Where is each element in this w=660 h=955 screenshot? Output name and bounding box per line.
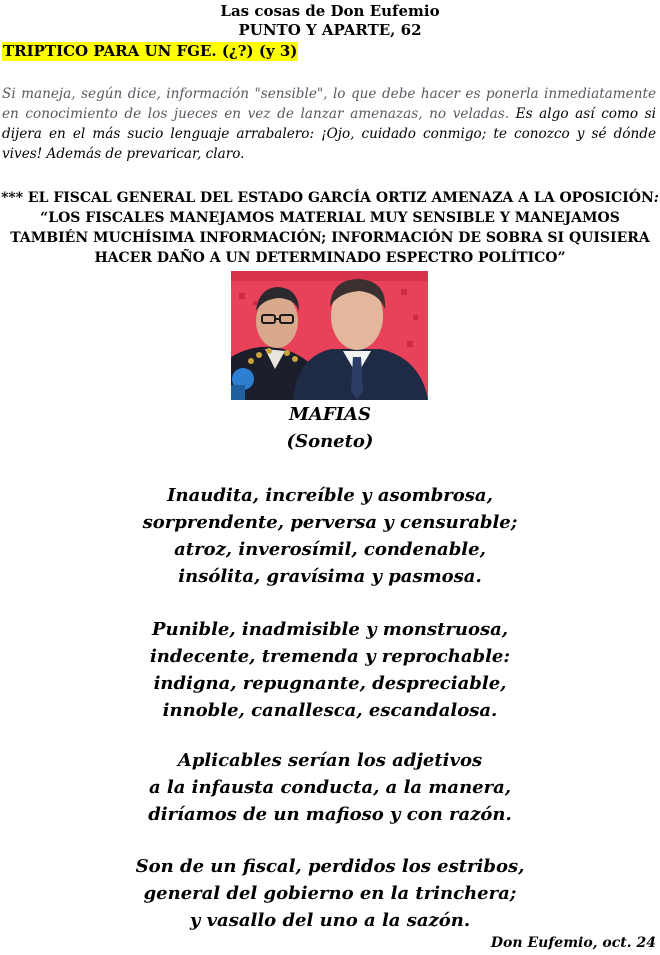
- poem-line: indigna, repugnante, despreciable,: [153, 673, 507, 694]
- poem-line: sorprendente, perversa y censurable;: [142, 512, 518, 533]
- stanza-4: [0, 853, 660, 934]
- quote-body: “LOS FISCALES MANEJAMOS MATERIAL MUY SENSIBLE Y MANEJAMOS TAMBIÉN MUCHÍSIMA INFORMACIÓN; INFORMACIÓN DE SOBRA SI QUISIERA HACER DAÑO A UN DETERMINADO ESPECTRO POLÍTICO”: [10, 210, 650, 266]
- intro-part-2: Es algo así como si dijera en el más sucio lenguaje arrabalero: ¡Ojo, cuidado conmigo; te conozco y sé dónde vives! Además de prevaricar, claro.: [2, 106, 657, 162]
- news-photo: [231, 271, 428, 400]
- header-line-2: PUNTO Y APARTE, 62: [238, 21, 422, 39]
- poem-title-text: MAFIAS: [288, 404, 372, 425]
- poem-line: Punible, inadmisible y monstruosa,: [151, 619, 509, 640]
- poem-line: general del gobierno en la trinchera;: [143, 883, 517, 904]
- article-title: TRIPTICO PARA UN FGE. (¿?) (y 3): [3, 42, 298, 60]
- poem-subtitle: (Soneto): [286, 431, 374, 452]
- signature: Don Eufemio, oct. 24: [490, 935, 656, 951]
- poem-line: a la infausta conducta, a la manera,: [148, 777, 512, 798]
- header-line-1: Las cosas de Don Eufemio: [220, 2, 440, 20]
- poem-title: [0, 401, 660, 455]
- intro-part-1: Si maneja, según dice, información "sensible", lo que debe hacer es ponerla inmediatamente en conocimiento de los jueces en vez de lanzar amenazas, no veladas.: [2, 86, 656, 122]
- poem-line: Aplicables serían los adjetivos: [177, 750, 483, 771]
- poem-line: innoble, canallesca, escandalosa.: [162, 700, 498, 721]
- poem-line: Inaudita, increíble y asombrosa,: [167, 485, 493, 506]
- quote-lead: *** EL FISCAL GENERAL DEL ESTADO GARCÍA ORTIZ AMENAZA A LA OPOSICIÓN: [1, 190, 654, 206]
- quote-colon: :: [653, 190, 659, 206]
- quote-block: [0, 188, 660, 268]
- poem-line: atroz, inverosímil, condenable,: [174, 539, 486, 560]
- stanza-2: [0, 616, 660, 724]
- poem-line: diríamos de un mafioso y con razón.: [148, 804, 512, 825]
- poem-line: indecente, tremenda y reprochable:: [149, 646, 511, 667]
- stanza-1: [0, 482, 660, 590]
- news-photo-image: [231, 271, 428, 400]
- poem-line: y vasallo del uno a la sazón.: [189, 910, 471, 931]
- stanza-3: [0, 747, 660, 828]
- intro-paragraph: [2, 84, 656, 164]
- poem-line: insólita, gravísima y pasmosa.: [178, 566, 482, 587]
- poem-line: Son de un fiscal, perdidos los estribos,: [135, 856, 525, 877]
